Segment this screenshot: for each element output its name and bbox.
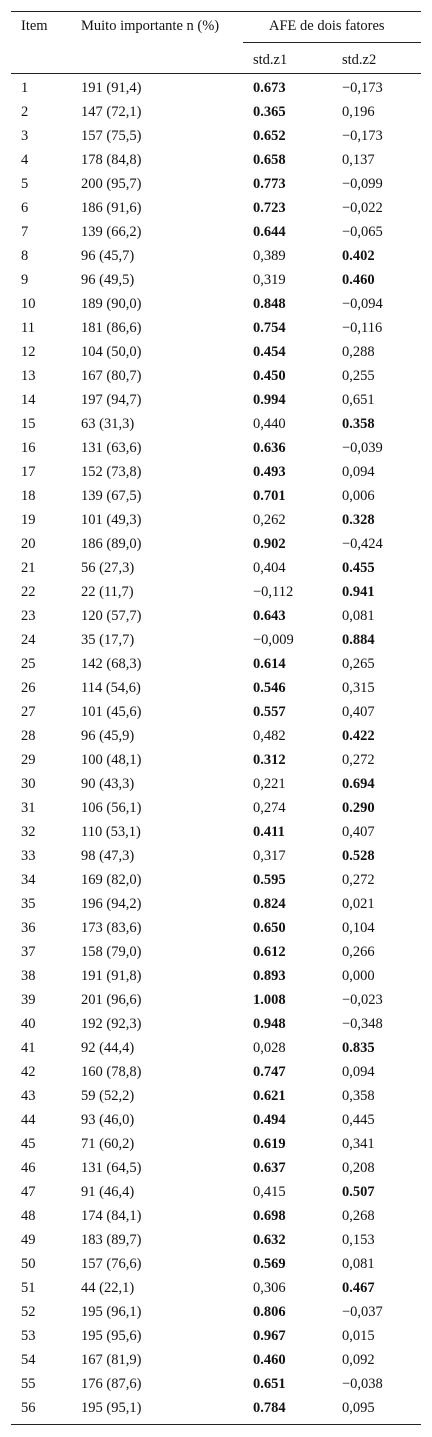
cell-std-z2: 0,341 [342, 1136, 375, 1152]
cell-std-z2: −0,065 [342, 224, 383, 240]
cell-std-z2: −0,038 [342, 1376, 383, 1392]
table-row [0, 772, 432, 796]
cell-std-z1: 0.494 [253, 1112, 286, 1128]
cell-muito-importante: 101 (49,3) [81, 512, 142, 528]
cell-std-z1: 0,274 [253, 800, 286, 816]
cell-muito-importante: 181 (86,6) [81, 320, 142, 336]
cell-std-z2: 0.455 [342, 560, 375, 576]
cell-std-z1: 0,317 [253, 848, 286, 864]
table-bottom-rule [11, 1424, 421, 1425]
cell-std-z2: 0,272 [342, 752, 375, 768]
cell-muito-importante: 44 (22,1) [81, 1280, 135, 1296]
cell-muito-importante: 131 (63,6) [81, 440, 142, 456]
table-row [0, 676, 432, 700]
table-row [0, 1372, 432, 1396]
cell-item: 29 [21, 752, 36, 768]
cell-item: 32 [21, 824, 36, 840]
cell-std-z1: 0.454 [253, 344, 286, 360]
cell-std-z2: 0,006 [342, 488, 375, 504]
cell-std-z2: 0,266 [342, 944, 375, 960]
table-row [0, 1348, 432, 1372]
table-row [0, 1204, 432, 1228]
header-afe-dois-fatores: AFE de dois fatores [269, 18, 385, 34]
cell-item: 24 [21, 632, 36, 648]
cell-muito-importante: 100 (48,1) [81, 752, 142, 768]
cell-item: 19 [21, 512, 36, 528]
cell-std-z2: −0,099 [342, 176, 383, 192]
table-row [0, 724, 432, 748]
cell-muito-importante: 158 (79,0) [81, 944, 142, 960]
cell-item: 5 [21, 176, 29, 192]
table-row [0, 556, 432, 580]
cell-item: 6 [21, 200, 29, 216]
header-bottom-rule [11, 73, 421, 74]
cell-item: 56 [21, 1400, 36, 1416]
cell-std-z1: 0.621 [253, 1088, 286, 1104]
cell-muito-importante: 186 (91,6) [81, 200, 142, 216]
cell-std-z2: 0.328 [342, 512, 375, 528]
table-row [0, 1084, 432, 1108]
cell-std-z1: 0.773 [253, 176, 286, 192]
cell-std-z2: 0,265 [342, 656, 375, 672]
cell-muito-importante: 104 (50,0) [81, 344, 142, 360]
table-row [0, 700, 432, 724]
cell-std-z2: 0,000 [342, 968, 375, 984]
cell-muito-importante: 59 (52,2) [81, 1088, 135, 1104]
cell-std-z1: 0,306 [253, 1280, 286, 1296]
cell-item: 4 [21, 152, 29, 168]
table-row [0, 940, 432, 964]
cell-std-z1: 0.619 [253, 1136, 286, 1152]
cell-std-z2: 0,153 [342, 1232, 375, 1248]
cell-item: 44 [21, 1112, 36, 1128]
cell-item: 36 [21, 920, 36, 936]
cell-std-z2: −0,037 [342, 1304, 383, 1320]
header-item: Item [21, 18, 48, 34]
table-row [0, 244, 432, 268]
table-row [0, 196, 432, 220]
cell-item: 25 [21, 656, 36, 672]
cell-std-z2: 0,268 [342, 1208, 375, 1224]
cell-std-z2: 0.402 [342, 248, 375, 264]
cell-std-z2: 0,092 [342, 1352, 375, 1368]
cell-std-z1: 0.754 [253, 320, 286, 336]
cell-muito-importante: 191 (91,8) [81, 968, 142, 984]
cell-muito-importante: 139 (66,2) [81, 224, 142, 240]
cell-item: 52 [21, 1304, 36, 1320]
cell-std-z1: 0.848 [253, 296, 286, 312]
cell-muito-importante: 186 (89,0) [81, 536, 142, 552]
header-std-z1: std.z1 [253, 52, 288, 68]
cell-std-z2: 0,445 [342, 1112, 375, 1128]
cell-muito-importante: 173 (83,6) [81, 920, 142, 936]
table-row [0, 1180, 432, 1204]
table-row [0, 1156, 432, 1180]
table-row [0, 364, 432, 388]
cell-muito-importante: 96 (45,9) [81, 728, 135, 744]
table-row [0, 1396, 432, 1420]
cell-std-z2: −0,094 [342, 296, 383, 312]
cell-std-z2: 0,015 [342, 1328, 375, 1344]
table-row [0, 1324, 432, 1348]
cell-std-z2: 0,104 [342, 920, 375, 936]
table-row [0, 1108, 432, 1132]
table-row [0, 820, 432, 844]
cell-muito-importante: 189 (90,0) [81, 296, 142, 312]
cell-std-z2: 0,358 [342, 1088, 375, 1104]
cell-std-z2: −0,022 [342, 200, 383, 216]
cell-muito-importante: 98 (47,3) [81, 848, 135, 864]
cell-std-z1: 0.948 [253, 1016, 286, 1032]
cell-std-z2: 0.528 [342, 848, 375, 864]
cell-std-z1: 0,262 [253, 512, 286, 528]
cell-muito-importante: 195 (95,1) [81, 1400, 142, 1416]
cell-item: 1 [21, 80, 29, 96]
cell-muito-importante: 201 (96,6) [81, 992, 142, 1008]
cell-muito-importante: 174 (84,1) [81, 1208, 142, 1224]
cell-std-z1: 0,482 [253, 728, 286, 744]
table-row [0, 1036, 432, 1060]
table-row [0, 388, 432, 412]
cell-std-z1: 0.312 [253, 752, 286, 768]
cell-std-z1: 0.902 [253, 536, 286, 552]
cell-muito-importante: 93 (46,0) [81, 1112, 135, 1128]
table-row [0, 268, 432, 292]
cell-std-z1: −0,112 [253, 584, 294, 600]
table-row [0, 580, 432, 604]
cell-muito-importante: 197 (94,7) [81, 392, 142, 408]
cell-muito-importante: 114 (54,6) [81, 680, 141, 696]
cell-muito-importante: 110 (53,1) [81, 824, 141, 840]
cell-std-z2: 0,407 [342, 824, 375, 840]
cell-item: 16 [21, 440, 36, 456]
table-row [0, 1012, 432, 1036]
cell-std-z2: 0,315 [342, 680, 375, 696]
cell-std-z1: 0.701 [253, 488, 286, 504]
cell-item: 22 [21, 584, 36, 600]
table-row [0, 508, 432, 532]
cell-muito-importante: 106 (56,1) [81, 800, 142, 816]
cell-std-z1: 0,440 [253, 416, 286, 432]
cell-std-z2: 0.507 [342, 1184, 375, 1200]
cell-muito-importante: 152 (73,8) [81, 464, 142, 480]
cell-muito-importante: 63 (31,3) [81, 416, 135, 432]
table-row [0, 100, 432, 124]
table-row [0, 412, 432, 436]
cell-muito-importante: 157 (76,6) [81, 1256, 142, 1272]
cell-std-z2: 0,255 [342, 368, 375, 384]
cell-std-z1: 0,415 [253, 1184, 286, 1200]
cell-std-z1: 0,319 [253, 272, 286, 288]
cell-std-z1: 0,404 [253, 560, 286, 576]
table-row [0, 1300, 432, 1324]
cell-item: 8 [21, 248, 29, 264]
cell-std-z1: 0.824 [253, 896, 286, 912]
cell-std-z1: 0.546 [253, 680, 286, 696]
cell-std-z1: 0,389 [253, 248, 286, 264]
cell-std-z1: 0.614 [253, 656, 286, 672]
cell-item: 33 [21, 848, 36, 864]
table-row [0, 916, 432, 940]
cell-std-z1: 1.008 [253, 992, 286, 1008]
table-row [0, 1228, 432, 1252]
cell-item: 9 [21, 272, 29, 288]
cell-std-z2: 0,208 [342, 1160, 375, 1176]
cell-item: 45 [21, 1136, 36, 1152]
cell-muito-importante: 160 (78,8) [81, 1064, 142, 1080]
cell-std-z1: 0.967 [253, 1328, 286, 1344]
cell-std-z2: 0.422 [342, 728, 375, 744]
cell-std-z1: 0.557 [253, 704, 286, 720]
cell-muito-importante: 96 (49,5) [81, 272, 135, 288]
table-row [0, 844, 432, 868]
cell-std-z2: 0.290 [342, 800, 375, 816]
cell-item: 26 [21, 680, 36, 696]
cell-std-z1: 0.365 [253, 104, 286, 120]
cell-std-z2: 0.884 [342, 632, 375, 648]
cell-muito-importante: 131 (64,5) [81, 1160, 142, 1176]
table-row [0, 292, 432, 316]
cell-muito-importante: 101 (45,6) [81, 704, 142, 720]
cell-item: 55 [21, 1376, 36, 1392]
table-row [0, 316, 432, 340]
cell-item: 17 [21, 464, 36, 480]
cell-std-z2: 0,196 [342, 104, 375, 120]
cell-std-z2: 0,094 [342, 1064, 375, 1080]
cell-std-z2: −0,039 [342, 440, 383, 456]
cell-muito-importante: 142 (68,3) [81, 656, 142, 672]
cell-std-z1: 0.658 [253, 152, 286, 168]
table-row [0, 532, 432, 556]
cell-std-z1: 0.673 [253, 80, 286, 96]
cell-std-z1: 0.893 [253, 968, 286, 984]
cell-std-z1: 0.652 [253, 128, 286, 144]
cell-std-z2: −0,173 [342, 128, 383, 144]
cell-std-z1: 0.460 [253, 1352, 286, 1368]
cell-item: 15 [21, 416, 36, 432]
cell-std-z1: 0.595 [253, 872, 286, 888]
cell-item: 47 [21, 1184, 36, 1200]
cell-muito-importante: 147 (72,1) [81, 104, 142, 120]
cell-std-z1: 0.644 [253, 224, 286, 240]
cell-std-z2: 0,407 [342, 704, 375, 720]
table-row [0, 484, 432, 508]
cell-muito-importante: 192 (92,3) [81, 1016, 142, 1032]
cell-item: 42 [21, 1064, 36, 1080]
cell-item: 14 [21, 392, 36, 408]
cell-std-z2: 0,272 [342, 872, 375, 888]
table-row [0, 988, 432, 1012]
cell-std-z2: −0,023 [342, 992, 383, 1008]
cell-muito-importante: 195 (96,1) [81, 1304, 142, 1320]
cell-std-z2: 0,288 [342, 344, 375, 360]
header-subgroup-rule [243, 42, 421, 43]
table-row [0, 1060, 432, 1084]
cell-muito-importante: 195 (95,6) [81, 1328, 142, 1344]
cell-item: 20 [21, 536, 36, 552]
cell-item: 30 [21, 776, 36, 792]
cell-std-z2: 0.467 [342, 1280, 375, 1296]
cell-item: 23 [21, 608, 36, 624]
cell-item: 53 [21, 1328, 36, 1344]
table-row [0, 220, 432, 244]
cell-muito-importante: 35 (17,7) [81, 632, 135, 648]
table-row [0, 148, 432, 172]
cell-std-z1: 0.784 [253, 1400, 286, 1416]
table-row [0, 1276, 432, 1300]
cell-muito-importante: 178 (84,8) [81, 152, 142, 168]
cell-muito-importante: 90 (43,3) [81, 776, 135, 792]
cell-item: 39 [21, 992, 36, 1008]
cell-muito-importante: 120 (57,7) [81, 608, 142, 624]
table-body [0, 76, 432, 1420]
table-row [0, 604, 432, 628]
cell-std-z1: 0.411 [253, 824, 285, 840]
cell-item: 54 [21, 1352, 36, 1368]
cell-item: 7 [21, 224, 29, 240]
cell-muito-importante: 91 (46,4) [81, 1184, 135, 1200]
cell-muito-importante: 167 (80,7) [81, 368, 142, 384]
cell-muito-importante: 169 (82,0) [81, 872, 142, 888]
cell-std-z1: 0.994 [253, 392, 286, 408]
cell-item: 31 [21, 800, 36, 816]
cell-std-z1: 0.632 [253, 1232, 286, 1248]
table-top-rule [11, 11, 421, 12]
cell-muito-importante: 183 (89,7) [81, 1232, 142, 1248]
cell-std-z1: 0.650 [253, 920, 286, 936]
cell-item: 27 [21, 704, 36, 720]
header-std-z2: std.z2 [342, 52, 377, 68]
cell-muito-importante: 176 (87,6) [81, 1376, 142, 1392]
table-row [0, 172, 432, 196]
cell-muito-importante: 191 (91,4) [81, 80, 142, 96]
cell-std-z1: −0,009 [253, 632, 294, 648]
cell-item: 28 [21, 728, 36, 744]
cell-item: 41 [21, 1040, 36, 1056]
cell-muito-importante: 56 (27,3) [81, 560, 135, 576]
cell-std-z2: −0,173 [342, 80, 383, 96]
table-row [0, 436, 432, 460]
table-row [0, 892, 432, 916]
table-row [0, 460, 432, 484]
cell-std-z1: 0.651 [253, 1376, 286, 1392]
cell-std-z2: 0,021 [342, 896, 375, 912]
table-row [0, 1132, 432, 1156]
cell-std-z2: 0.460 [342, 272, 375, 288]
cell-item: 46 [21, 1160, 36, 1176]
cell-item: 2 [21, 104, 29, 120]
cell-std-z2: 0.941 [342, 584, 375, 600]
cell-item: 21 [21, 560, 36, 576]
cell-std-z1: 0.806 [253, 1304, 286, 1320]
cell-std-z1: 0.493 [253, 464, 286, 480]
cell-item: 12 [21, 344, 36, 360]
cell-std-z1: 0.747 [253, 1064, 286, 1080]
cell-muito-importante: 167 (81,9) [81, 1352, 142, 1368]
cell-std-z2: 0,095 [342, 1400, 375, 1416]
cell-item: 49 [21, 1232, 36, 1248]
table-row [0, 796, 432, 820]
cell-std-z2: 0,651 [342, 392, 375, 408]
cell-std-z2: 0,094 [342, 464, 375, 480]
cell-std-z1: 0.612 [253, 944, 286, 960]
cell-std-z1: 0.643 [253, 608, 286, 624]
header-muito-importante: Muito importante n (%) [81, 18, 220, 34]
cell-item: 35 [21, 896, 36, 912]
cell-std-z2: 0,137 [342, 152, 375, 168]
table-row [0, 1252, 432, 1276]
cell-muito-importante: 22 (11,7) [81, 584, 134, 600]
table-row [0, 748, 432, 772]
cell-item: 3 [21, 128, 29, 144]
cell-std-z1: 0.636 [253, 440, 286, 456]
cell-std-z2: 0,081 [342, 1256, 375, 1272]
cell-muito-importante: 200 (95,7) [81, 176, 142, 192]
cell-item: 43 [21, 1088, 36, 1104]
cell-std-z2: 0,081 [342, 608, 375, 624]
cell-std-z2: 0.694 [342, 776, 375, 792]
cell-std-z2: 0.358 [342, 416, 375, 432]
cell-muito-importante: 139 (67,5) [81, 488, 142, 504]
cell-muito-importante: 157 (75,5) [81, 128, 142, 144]
cell-item: 11 [21, 320, 35, 336]
cell-item: 34 [21, 872, 36, 888]
cell-std-z1: 0.723 [253, 200, 286, 216]
table-row [0, 964, 432, 988]
cell-item: 37 [21, 944, 36, 960]
cell-std-z1: 0.698 [253, 1208, 286, 1224]
table-row [0, 628, 432, 652]
cell-std-z2: −0,424 [342, 536, 383, 552]
cell-item: 40 [21, 1016, 36, 1032]
cell-muito-importante: 96 (45,7) [81, 248, 135, 264]
cell-std-z2: −0,348 [342, 1016, 383, 1032]
cell-muito-importante: 92 (44,4) [81, 1040, 135, 1056]
table-row [0, 124, 432, 148]
cell-std-z1: 0,028 [253, 1040, 286, 1056]
cell-std-z2: −0,116 [342, 320, 383, 336]
cell-item: 18 [21, 488, 36, 504]
cell-muito-importante: 196 (94,2) [81, 896, 142, 912]
cell-std-z2: 0.835 [342, 1040, 375, 1056]
table-row [0, 76, 432, 100]
cell-std-z1: 0.637 [253, 1160, 286, 1176]
table-row [0, 868, 432, 892]
cell-item: 50 [21, 1256, 36, 1272]
cell-std-z1: 0.569 [253, 1256, 286, 1272]
cell-std-z1: 0,221 [253, 776, 286, 792]
table-row [0, 652, 432, 676]
cell-item: 10 [21, 296, 36, 312]
cell-item: 13 [21, 368, 36, 384]
cell-std-z1: 0.450 [253, 368, 286, 384]
cell-muito-importante: 71 (60,2) [81, 1136, 135, 1152]
cell-item: 38 [21, 968, 36, 984]
cell-item: 48 [21, 1208, 36, 1224]
table-row [0, 340, 432, 364]
cell-item: 51 [21, 1280, 36, 1296]
